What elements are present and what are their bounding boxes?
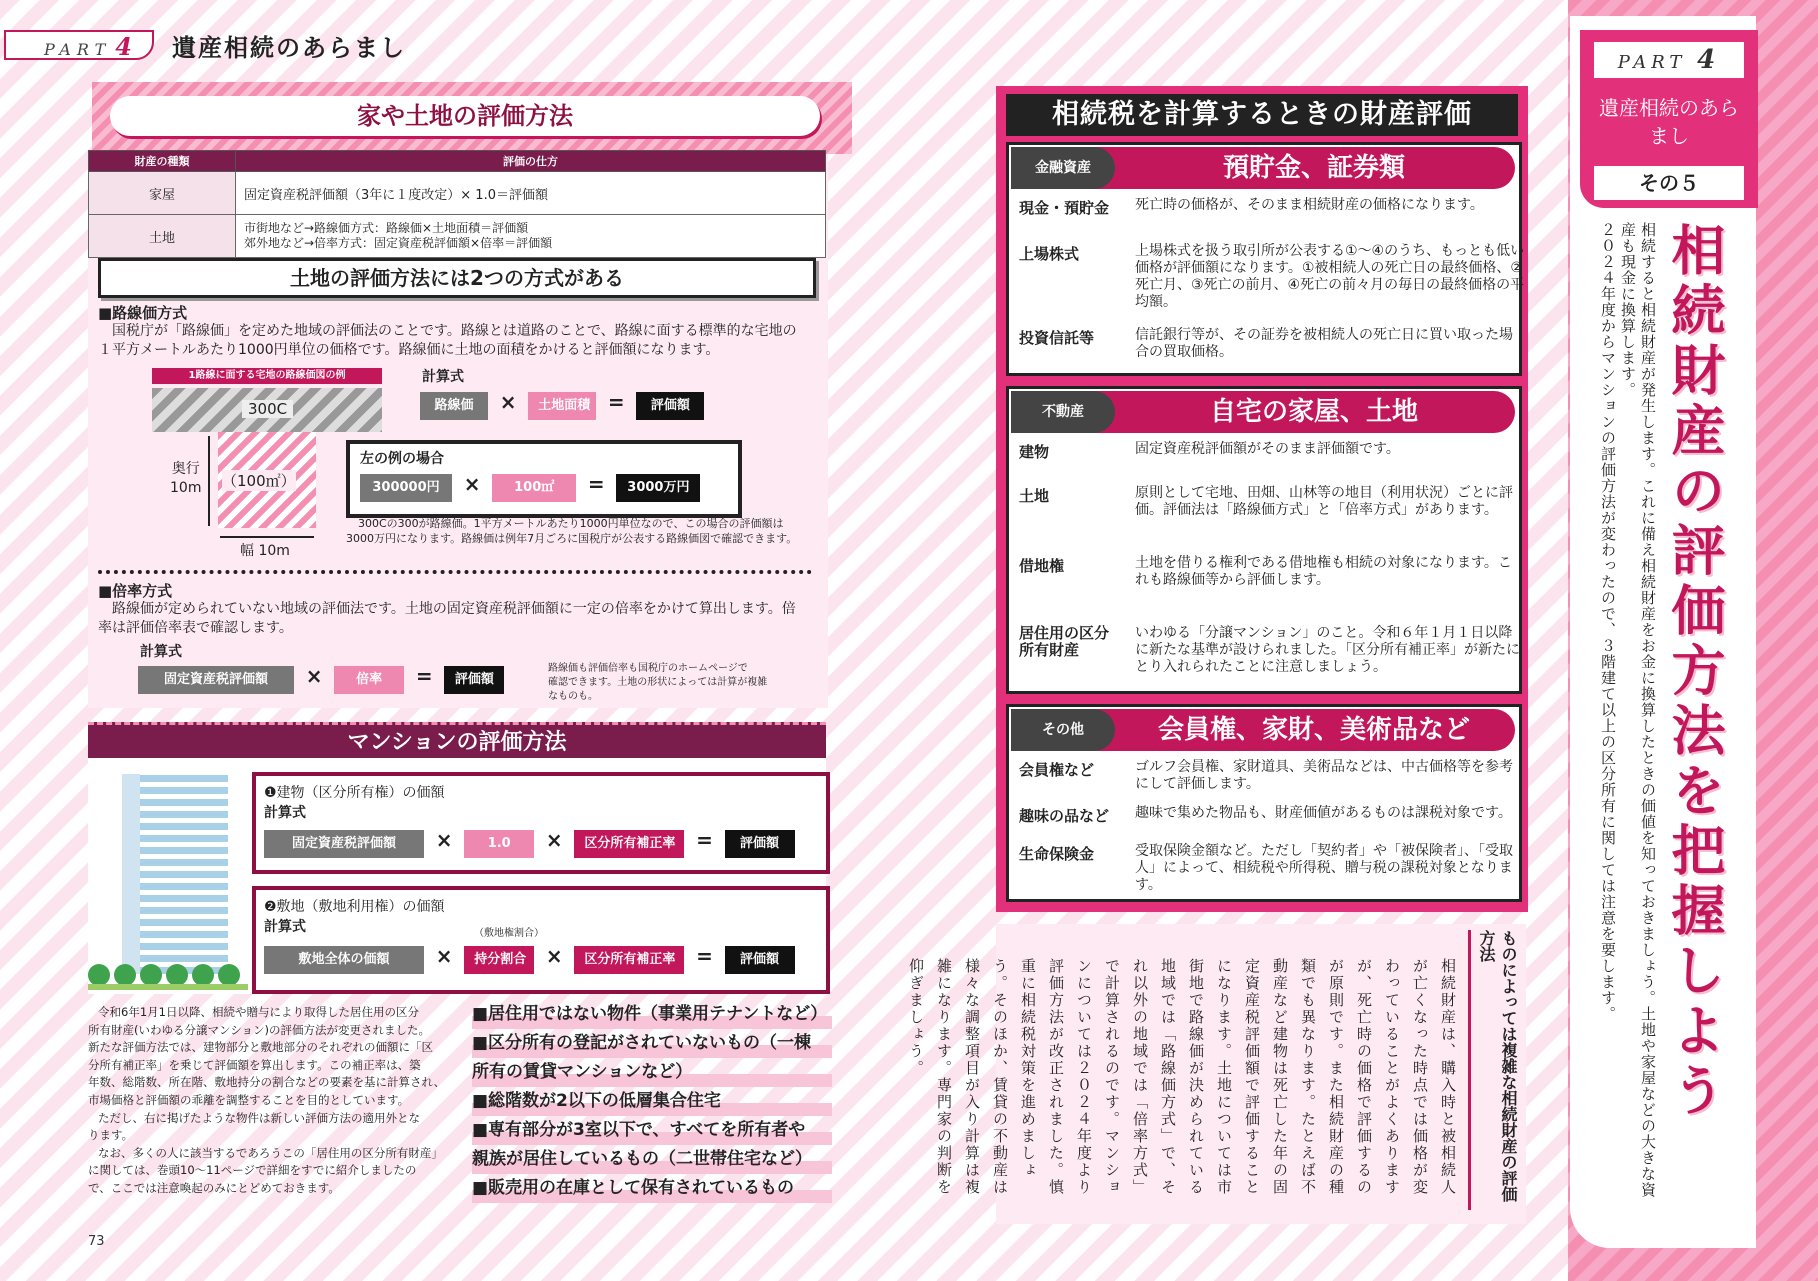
row-label: 居住用の区分所有財産: [1019, 624, 1110, 659]
table-header-kind: 財産の種類: [89, 151, 236, 172]
bairitsu-note: [548, 662, 767, 704]
evaluation-table: [88, 150, 826, 258]
rosenka-note-line: 300Cの300が路線価。1平方メートルあたり1000円単位なので、この場合の評価額は: [358, 517, 784, 530]
equals-sign: =: [696, 828, 713, 852]
formula-term: 300000円: [360, 474, 452, 502]
bairitsu-note-line: 路線価も評価倍率も国税庁のホームページで: [548, 663, 748, 674]
times-sign: ×: [463, 472, 481, 496]
formula-label: 計算式: [264, 805, 306, 821]
text-line: 令和6年1月1日以降、相続や贈与により取得した居住用の区分: [98, 1005, 419, 1019]
depth-label-value: 10m: [170, 480, 202, 496]
site-formula: [264, 944, 795, 974]
valuation-table-title: 相続税を計算するときの財産評価: [1006, 94, 1518, 136]
text-line: に関しては、巻頭10～11ページで詳細をすでに紹介しましたの: [88, 1163, 417, 1178]
formula-result: 評価額: [725, 946, 795, 974]
bairitsu-formula: [138, 664, 504, 694]
tree-icon: [192, 964, 214, 986]
formula-result: 評価額: [636, 392, 704, 420]
sidebar-section-number: その５: [1594, 166, 1744, 200]
text-line: なお、多くの人に該当するであろうこの「居住用の区分所有財産」: [98, 1145, 443, 1160]
times-sign: ×: [545, 828, 563, 852]
equals-sign: =: [415, 664, 433, 688]
sidebar-part-label: PART: [1617, 52, 1687, 73]
width-label: 幅 10m: [240, 543, 290, 559]
rosenka-heading: ■路線価方式: [98, 304, 188, 322]
rosenka-formula: [420, 390, 704, 420]
times-sign: ×: [305, 664, 323, 688]
dotted-divider: [98, 570, 812, 574]
row-text: ゴルフ会員権、家財道具、美術品などは、中古価格等を参考にして評価します。: [1135, 759, 1513, 792]
category-tag: 不動産: [1011, 391, 1115, 433]
equals-sign: =: [696, 944, 713, 968]
row-text: 原則として宅地、田畑、山林等の地目（利用状況）ごとに評価。評価法は「路線価方式」と「倍率方式」があります。: [1135, 485, 1513, 518]
part-number: 4: [115, 32, 138, 61]
table-header-method: 評価の仕方: [236, 151, 826, 172]
bairitsu-text-line: 路線価が定められていない地域の評価法です。土地の固定資産税評価額に一定の倍率をかけて算出します。倍: [112, 601, 796, 617]
text-line: 市場価格と評価額の乖離を調整することを目的としています。: [88, 1092, 410, 1107]
formula-result: 3000万円: [616, 474, 700, 502]
formula-term: 敷地全体の価額: [264, 946, 424, 974]
times-sign: ×: [545, 944, 563, 968]
bairitsu-note-line: 確認できます。土地の形状によっては計算が複雑: [548, 677, 768, 688]
times-sign: ×: [435, 828, 453, 852]
category-financial: [1006, 142, 1525, 376]
row-text: 土地を借りる権利である借地権も相続の対象になります。これも路線価等から評価します。: [1135, 555, 1512, 588]
formula-term: 固定資産税評価額: [138, 666, 294, 694]
row-label: 上場株式: [1019, 245, 1080, 263]
text-line: 分所有補正率」を乗じて評価額を算出します。この補正率は、築: [88, 1057, 421, 1072]
text-line: 所有財産(いわゆる分譲マンション)の評価方法が変更されました。: [88, 1022, 430, 1037]
sidebar-subtitle: 遺産相続のあらまし: [1599, 96, 1739, 148]
mansion-title: マンションの評価方法: [88, 722, 826, 761]
text-line: 新たな評価方法では、建物部分と敷地部分のそれぞれの価額に「区: [88, 1040, 433, 1055]
diagram-caption: 1路線に面する宅地の路線価図の例: [152, 368, 382, 384]
mansion-text: [88, 1004, 448, 1198]
formula-term: 土地面積: [528, 392, 596, 420]
category-tag: 金融資産: [1011, 147, 1115, 189]
road-label: 300C: [242, 400, 293, 418]
width-arrow: [220, 536, 314, 538]
table-cell-method: [236, 215, 826, 258]
row-label: 投資信託等: [1019, 329, 1095, 347]
list-item: 親族が居住しているもの（二世帯住宅など）: [472, 1145, 832, 1174]
ratio-note: （敷地権割合）: [474, 928, 544, 939]
category-real-estate: [1006, 386, 1522, 694]
ground-line: [88, 984, 248, 990]
part-label: PART: [44, 40, 112, 59]
sidebar-part: [1594, 42, 1744, 78]
text-line: ります。: [88, 1128, 134, 1143]
category-tag: その他: [1011, 709, 1115, 751]
category-name: 預貯金、証券類: [1222, 153, 1405, 183]
bairitsu-text-line: 率は評価倍率表で確認します。: [98, 620, 293, 636]
table-cell-method: 固定資産税評価額（3年に１度改定）× 1.0＝評価額: [236, 172, 826, 215]
exclusion-list: [472, 1000, 832, 1203]
tree-icon: [218, 964, 240, 986]
table-cell-kind: 家屋: [89, 172, 236, 215]
equals-sign: =: [587, 472, 605, 496]
tree-icon: [88, 964, 110, 986]
list-item: ■居住用ではない物件（事業用テナントなど）: [472, 1000, 832, 1029]
row-text: 固定資産税評価額がそのまま評価額です。: [1135, 441, 1400, 457]
bairitsu-heading: ■倍率方式: [98, 582, 173, 600]
formula-term: 路線価: [420, 392, 488, 420]
row-text: 信託銀行等が、その証券を被相続人の死亡日に買い取った場合の買取価格。: [1135, 327, 1513, 360]
row-label: 借地権: [1019, 557, 1065, 575]
list-item: ■総階数が2以下の低層集合住宅: [472, 1087, 832, 1116]
area-label: （100㎡）: [222, 472, 296, 490]
land-methods-title: 土地の評価方法には2つの方式がある: [98, 258, 816, 298]
site-value-box: [252, 886, 830, 994]
depth-arrow: [208, 436, 210, 526]
row-text: 死亡時の価格が、そのまま相続財産の価格になります。: [1135, 197, 1484, 213]
bairitsu-note-line: なものも。: [548, 691, 598, 702]
list-item: ■区分所有の登記がされていないもの（一棟: [472, 1029, 832, 1058]
formula-term: 区分所有補正率: [574, 946, 684, 974]
depth-label-text: 奥行: [171, 461, 200, 477]
row-text: 上場株式を扱う取引所が公表する①～④のうち、もっとも低い価格が評価額になります。①被相続人の死亡日の最終価格、②死亡月、③死亡の前月、④死亡の前々月の毎日の最終価格の平均額。: [1135, 243, 1525, 310]
category-other: [1006, 704, 1522, 902]
row-label: 現金・預貯金: [1019, 199, 1110, 217]
building-value-box: [252, 772, 830, 874]
list-item: 所有の賃貸マンションなど）: [472, 1058, 832, 1087]
sidebar-part-number: 4: [1697, 45, 1721, 75]
example-box: [346, 440, 742, 518]
lead-text: ２０２４年度からマンションの評価方法が変わったので、３階建て以上の区分所有に関しては注意を要します。: [1599, 222, 1617, 1022]
house-land-title-banner: [92, 82, 852, 154]
column-heading: ものによっては複雑な相続財産の評価方法: [1468, 930, 1519, 1210]
table-cell-kind: 土地: [89, 215, 236, 258]
building-illustration: [122, 774, 228, 974]
times-sign: ×: [499, 390, 517, 414]
row-label: 土地: [1019, 487, 1050, 505]
formula-term: 1.0: [464, 830, 534, 858]
page-number-left: 73: [88, 1234, 105, 1249]
example-title: 左の例の場合: [360, 451, 444, 467]
equals-sign: =: [607, 390, 625, 414]
table-row: [89, 172, 826, 215]
part-tab: [4, 30, 154, 60]
text-line: 年数、総階数、所在階、敷地持分の割合などの要素を基に計算され、: [88, 1075, 446, 1090]
column-text: 相続財産は、購入時と被相続人が亡くなった時点では価格が変わっていることがよくありますが、死亡時の価格で評価するのが原則です。また相続財産の種類でも異なります。たとえば不動産など建物は死亡した年の固定資産税評価額で評価することになります。土地については市街地で路線価が決められている地域では「路線価方式」で、それ以外の地域では「倍率方式」で計算されるのです。マンションについては２０２４年度より評価方法が改正されました。慎重に相続税対策を進めましょう。そのほか、賃貸の不動産は様々な調整項目が入り計算は複雑になります。専門家の判断を仰ぎましょう。: [907, 958, 1457, 1196]
formula-result: 評価額: [444, 666, 504, 694]
road-diagram: [152, 388, 382, 432]
tree-icon: [114, 964, 136, 986]
rosenka-text-line: 国税庁が「路線価」を定めた地域の評価法のことです。路線とは道路のことで、路線に面する標準的な宅地の: [112, 323, 797, 339]
row-label: 趣味の品など: [1019, 807, 1110, 825]
formula-term: 区分所有補正率: [574, 830, 684, 858]
rosenka-text-line: １平方メートルあたり1000円単位の価格です。路線価に土地の面積をかけると評価額になります。: [98, 342, 720, 358]
formula-term: 持分割合: [464, 946, 534, 974]
times-sign: ×: [435, 944, 453, 968]
row-label: 建物: [1019, 443, 1050, 461]
lot-diagram: [218, 432, 316, 528]
row-label: 会員権など: [1019, 761, 1095, 779]
formula-label: 計算式: [264, 919, 306, 935]
table-row: [89, 215, 826, 258]
depth-label: [170, 460, 201, 498]
row-text: 趣味で集めた物品も、財産価値があるものは課税対象です。: [1135, 805, 1512, 821]
tree-row: [88, 964, 240, 986]
example-formula: [360, 472, 700, 502]
formula-term: 固定資産税評価額: [264, 830, 424, 858]
formula-label: 計算式: [140, 644, 182, 660]
list-item: ■販売用の在庫として保有されているもの: [472, 1174, 832, 1203]
rosenka-note-line: 3000万円になります。路線価は例年7月ごろに国税庁が公表する路線価図で確認できます。: [346, 532, 798, 545]
row-text: いわゆる「分譲マンション」のこと。令和６年１月１日以降に新たな基準が設けられました。「区分所有補正率」が新たにとり入れられたことに注意しましょう。: [1135, 625, 1520, 675]
category-name: 会員権、家財、美術品など: [1157, 715, 1470, 745]
row-text: 受取保険金額など。ただし「契約者」や「被保険者」、「受取人」によって、相続税や所得税、贈与税の課税対象となります。: [1135, 843, 1513, 893]
building-formula: [264, 828, 795, 858]
main-title: 相続財産の評価方法を把握しよう: [1663, 222, 1726, 1122]
tree-icon: [140, 964, 162, 986]
tree-icon: [166, 964, 188, 986]
method-line: 市街地など→路線価方式：路線価×土地面積＝評価額: [244, 221, 529, 235]
row-label: 生命保険金: [1019, 845, 1095, 863]
category-name: 自宅の家屋、土地: [1209, 397, 1418, 427]
formula-label: 計算式: [422, 369, 464, 385]
formula-term: 100㎡: [492, 474, 576, 502]
site-value-heading: ❷敷地（敷地利用権）の価額: [264, 899, 445, 915]
formula-term: 倍率: [334, 666, 404, 694]
text-line: ただし、右に掲げたような物件は新しい評価方法の適用外とな: [98, 1110, 420, 1125]
list-item: ■専有部分が3室以下で、すべてを所有者や: [472, 1116, 832, 1145]
method-line: 郊外地など→倍率方式：固定資産税評価額×倍率＝評価額: [244, 236, 553, 250]
formula-result: 評価額: [725, 830, 795, 858]
lead-text: 相続すると相続財産が発生します。これに備え相続財産をお金に換算したときの価値を知っておきましょう。土地や家屋などの大きな資産も現金に換算します。: [1619, 222, 1657, 1198]
chapter-title: 遺産相続のあらまし: [172, 34, 406, 62]
text-line: で、ここでは注意喚起のみにとどめておきます。: [88, 1180, 340, 1195]
house-land-title: 家や土地の評価方法: [110, 96, 820, 136]
building-value-heading: ❶建物（区分所有権）の価額: [264, 785, 445, 801]
